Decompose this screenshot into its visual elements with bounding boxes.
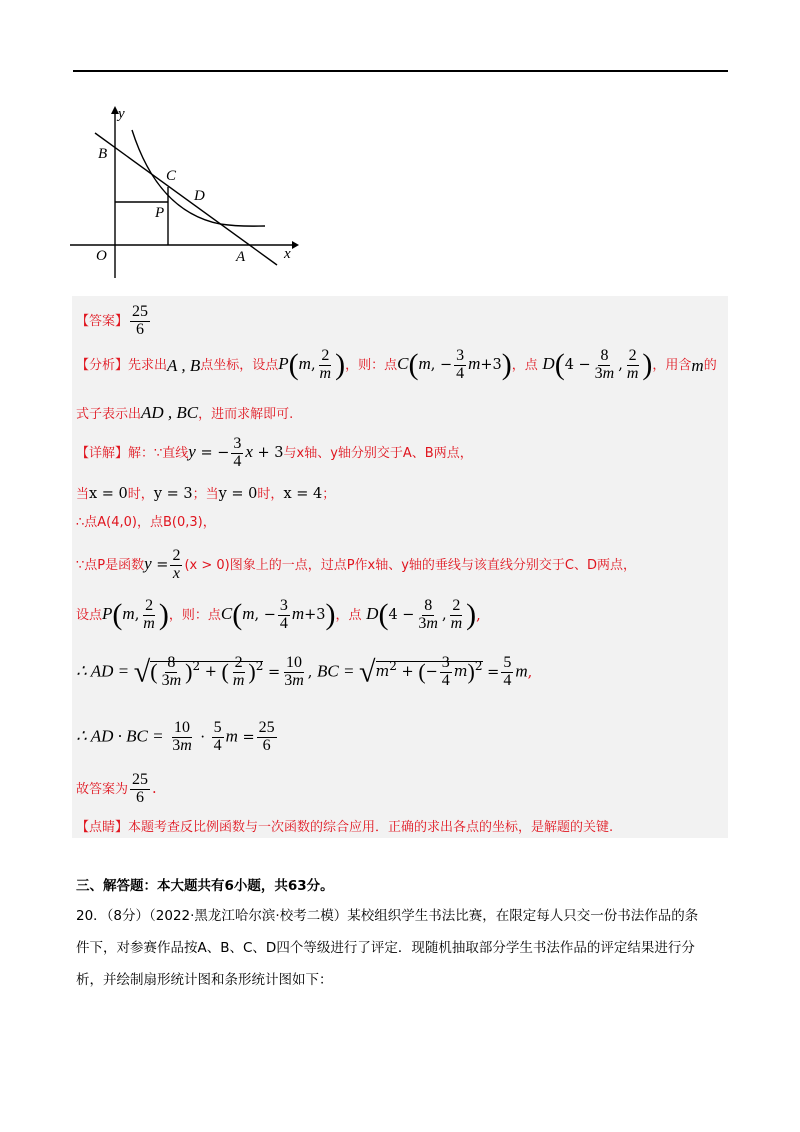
point-c-coords: C(m, − $\frac{3}{4}$ m+3) [397,347,512,382]
detail-line-3: ∴点A(4,0)，点B(0,3)， [76,515,216,530]
question-20-line-2: 件下，对参赛作品按A、B、C、D四个等级进行了评定．现随机抽取部分学生书法作品的评定结果进行分 [76,940,695,956]
comment-tag: 【点睛】 [76,820,129,835]
analysis-line-2: 式子表示出AD , BC，进而求解即可. [76,403,294,422]
detail-line-7: ∴ AD · BC = $\frac{10}{3m}$ · $\frac{5}{4}$ m = $\frac{25}{6}$ [76,719,275,754]
answer-line [76,304,152,339]
label-d: D [194,188,205,204]
detail-line-4: ∵点P是函数y = $\frac{2}{x}$ (x > 0)图象上的一点，过点P作x轴、y轴的垂线与该直线分别交于C、D两点， [76,547,637,582]
label-p: P [155,205,165,221]
inverse-function: y = $\frac{2}{x}$ [144,547,181,582]
label-c: C [166,168,177,184]
coordinate-figure [70,100,310,285]
answer-fraction: $\frac{25}{6}$ [132,303,149,338]
label-o: O [96,248,107,264]
analysis-tag: 【分析】 [76,357,129,373]
analysis-line-1: 【分析】先求出A , B点坐标，设点P(m, $\frac{2}{m}$ )，则：点C(m, − $\frac{3}{4}$ m+3)，点 D(4 − $\frac{8}{3m}$ , $\frac{2}{m}$ )，用含m的 [76,347,717,382]
comment-line: 【点睛】本题考查反比例函数与一次函数的综合应用．正确的求出各点的坐标，是解题的关键. [76,820,614,835]
page-header-rule [73,70,728,72]
question-20-line-3: 析，并绘制扇形统计图和条形统计图如下： [76,972,333,988]
point-p-coords: P(m, $\frac{2}{m}$ ) [278,347,346,382]
point-d-coords: D(4 − $\frac{8}{3m}$ , $\frac{2}{m}$ ) [542,347,653,382]
detail-tag: 【详解】 [76,445,129,461]
label-y: y [118,106,125,122]
detail-line-5: 设点P(m, $\frac{2}{m}$ )，则：点C(m, − $\frac{3}{4}$ m+3)，点 D(4 − $\frac{8}{3m}$ , $\frac{2}{m}$ ), [76,597,481,632]
label-x: x [284,246,291,262]
section-heading: 三、解答题：本大题共有6小题，共63分。 [76,878,334,894]
detail-line-1: 【详解】解：∵直线y = − $\frac{3}{4}$ x + 3与x轴、y轴分别交于A、B两点， [76,435,473,470]
detail-line-8: 故答案为 $\frac{25}{6}$ . [76,771,157,806]
hyperbola-curve [132,130,265,226]
label-b: B [98,146,108,162]
x-axis-arrow [292,241,299,249]
answer-tag: 【答案】 [76,313,129,329]
line-equation: y = − $\frac{3}{4}$ x + 3 [188,435,284,470]
detail-line-6: ∴ AD = √( $\frac{8}{3m}$ )$^2$ + ( $\frac{2}{m}$ )$^2$ = $\frac{10}{3m}$ , BC = $√m^2$ + (− $\frac{3}{4}$ m)$^2$ = $\frac{5}{4}$ m, [76,654,533,689]
detail-line-2: 当x = 0时，y = 3；当y = 0时，x = 4； [76,486,336,502]
question-20-line-1: 20．（8分）（2022·黑龙江哈尔滨·校考二模）某校组织学生书法比赛，在限定每人只交一份书法作品的条 [76,908,699,924]
label-a: A [236,249,246,265]
